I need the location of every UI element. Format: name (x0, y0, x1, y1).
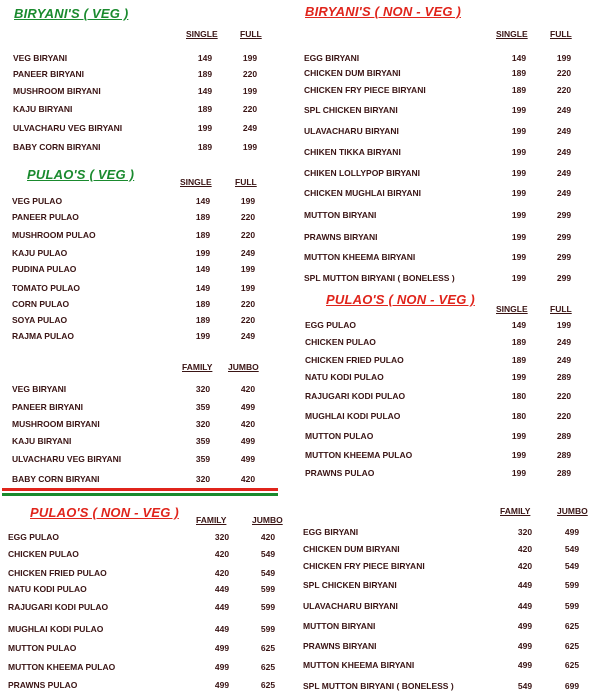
biryani-veg-family-item-price-2: 499 (240, 454, 256, 464)
pulao-nonveg-family-item-price-1: 499 (214, 680, 230, 690)
pulao-nonveg-family-item-price-1: 449 (214, 584, 230, 594)
pulao-nonveg-item-price-2: 249 (556, 337, 572, 347)
pulao-veg-item-price-2: 199 (240, 283, 256, 293)
pulao-nonveg-item-name: NATU KODI PULAO (305, 372, 384, 382)
biryani-nonveg-family-item-price-1: 420 (517, 561, 533, 571)
biryani-nonveg-family-item-name: EGG BIRYANI (303, 527, 359, 537)
biryani-veg-item-name: BABY CORN BIRYANI (13, 142, 101, 152)
biryani-nonveg-family-item-price-2: 599 (564, 580, 580, 590)
biryani-nonveg-item-price-1: 149 (511, 53, 527, 63)
biryani-veg-item-price-1: 189 (197, 104, 213, 114)
biryani-nonveg-family-item-name: SPL MUTTON BIRYANI ( BONELESS ) (303, 681, 454, 691)
biryani-nonveg-family-item-name: SPL CHICKEN BIRYANI (303, 580, 397, 590)
pulao-veg-item-price-1: 189 (195, 230, 211, 240)
pulao-nonveg-family-item-price-2: 549 (260, 568, 276, 578)
pulao-nonveg-family-item-price-2: 599 (260, 584, 276, 594)
pulao-nonveg-item-price-2: 289 (556, 372, 572, 382)
biryani-veg-family-item-name: PANEER BIRYANI (12, 402, 84, 412)
pulao-veg-item-name: KAJU PULAO (12, 248, 68, 258)
biryani-nonveg-item-price-2: 220 (556, 68, 572, 78)
biryani-veg-item-name: VEG BIRYANI (13, 53, 68, 63)
pulao-nonveg-family-item-name: EGG PULAO (8, 532, 60, 542)
pulao-nonveg-family-item-price-1: 420 (214, 568, 230, 578)
divider-green (2, 493, 278, 496)
biryani-veg-family-item-price-2: 499 (240, 436, 256, 446)
pulao-veg-item-price-2: 220 (240, 212, 256, 222)
pulao-veg-item-name: TOMATO PULAO (12, 283, 80, 293)
biryani-nonveg-family-item-price-2: 625 (564, 641, 580, 651)
pulao-nonveg-item-price-1: 199 (511, 450, 527, 460)
pulao-nonveg-title: PULAO'S ( NON - VEG ) (326, 292, 475, 307)
biryani-nonveg-family-col-1-header: FAMILY (500, 506, 531, 516)
biryani-nonveg-family-item-price-1: 320 (517, 527, 533, 537)
biryani-nonveg-item-price-1: 199 (511, 126, 527, 136)
biryani-veg-family-item-price-1: 359 (195, 402, 211, 412)
biryani-nonveg-family-item-price-2: 625 (564, 621, 580, 631)
pulao-nonveg-item-price-2: 199 (556, 320, 572, 330)
pulao-veg-item-price-1: 189 (195, 299, 211, 309)
pulao-nonveg-item-price-1: 180 (511, 411, 527, 421)
pulao-veg-item-price-1: 189 (195, 315, 211, 325)
biryani-nonveg-col-1-header: SINGLE (496, 29, 528, 39)
pulao-veg-item-price-1: 199 (195, 331, 211, 341)
pulao-nonveg-family-item-price-1: 420 (214, 549, 230, 559)
pulao-nonveg-family-col-2-header: JUMBO (252, 515, 283, 525)
pulao-veg-item-name: CORN PULAO (12, 299, 70, 309)
biryani-nonveg-item-name: MUTTON KHEEMA BIRYANI (304, 252, 416, 262)
biryani-nonveg-item-price-1: 199 (511, 273, 527, 283)
pulao-veg-item-price-1: 149 (195, 283, 211, 293)
biryani-nonveg-col-2-header: FULL (550, 29, 572, 39)
biryani-veg-family-item-price-2: 420 (240, 419, 256, 429)
biryani-veg-item-price-2: 220 (242, 69, 258, 79)
biryani-veg-family-item-price-1: 359 (195, 436, 211, 446)
biryani-veg-item-price-1: 189 (197, 142, 213, 152)
biryani-nonveg-item-name: CHICKEN DUM BIRYANI (304, 68, 401, 78)
biryani-nonveg-family-item-name: MUTTON KHEEMA BIRYANI (303, 660, 415, 670)
biryani-nonveg-family-item-price-2: 599 (564, 601, 580, 611)
biryani-nonveg-item-price-2: 199 (556, 53, 572, 63)
pulao-nonveg-family-item-price-2: 625 (260, 680, 276, 690)
biryani-nonveg-item-name: MUTTON BIRYANI (304, 210, 377, 220)
biryani-veg-family-item-name: KAJU BIRYANI (12, 436, 72, 446)
pulao-veg-col-1-header: SINGLE (180, 177, 212, 187)
pulao-veg-item-price-1: 149 (195, 196, 211, 206)
biryani-veg-family-item-name: MUSHROOM BIRYANI (12, 419, 100, 429)
pulao-nonveg-item-price-1: 199 (511, 372, 527, 382)
biryani-nonveg-item-price-1: 189 (511, 68, 527, 78)
pulao-nonveg-item-price-2: 249 (556, 355, 572, 365)
biryani-veg-item-name: ULVACHARU VEG BIRYANI (13, 123, 123, 133)
biryani-nonveg-item-name: CHICKEN FRY PIECE BIRYANI (304, 85, 426, 95)
biryani-veg-item-price-2: 220 (242, 104, 258, 114)
biryani-nonveg-item-price-1: 199 (511, 210, 527, 220)
pulao-nonveg-family-col-1-header: FAMILY (196, 515, 227, 525)
pulao-nonveg-family-item-price-2: 599 (260, 624, 276, 634)
pulao-veg-item-price-2: 199 (240, 196, 256, 206)
pulao-nonveg-family-item-price-2: 625 (260, 643, 276, 653)
pulao-nonveg-family-item-price-1: 499 (214, 643, 230, 653)
pulao-veg-item-name: PUDINA PULAO (12, 264, 77, 274)
pulao-nonveg-family-item-name: MUTTON PULAO (8, 643, 77, 653)
pulao-nonveg-family-item-price-1: 499 (214, 662, 230, 672)
biryani-nonveg-family-item-price-2: 499 (564, 527, 580, 537)
pulao-nonveg-family-item-name: RAJUGARI KODI PULAO (8, 602, 109, 612)
biryani-nonveg-item-price-1: 199 (511, 147, 527, 157)
pulao-veg-item-name: PANEER PULAO (12, 212, 79, 222)
biryani-nonveg-family-item-name: MUTTON BIRYANI (303, 621, 376, 631)
pulao-nonveg-col-1-header: SINGLE (496, 304, 528, 314)
biryani-nonveg-item-price-1: 189 (511, 85, 527, 95)
pulao-veg-col-2-header: FULL (235, 177, 257, 187)
biryani-nonveg-item-price-2: 249 (556, 126, 572, 136)
pulao-nonveg-item-price-1: 180 (511, 391, 527, 401)
biryani-veg-col-2-header: FULL (240, 29, 262, 39)
pulao-nonveg-item-price-2: 220 (556, 411, 572, 421)
biryani-nonveg-family-item-price-1: 449 (517, 601, 533, 611)
biryani-nonveg-family-item-name: PRAWNS BIRYANI (303, 641, 377, 651)
pulao-veg-item-name: VEG PULAO (12, 196, 63, 206)
biryani-nonveg-item-name: CHICKEN MUGHLAI BIRYANI (304, 188, 421, 198)
pulao-nonveg-family-item-name: PRAWNS PULAO (8, 680, 78, 690)
biryani-nonveg-family-item-price-2: 699 (564, 681, 580, 691)
biryani-nonveg-item-name: PRAWNS BIRYANI (304, 232, 378, 242)
biryani-nonveg-item-name: SPL MUTTON BIRYANI ( BONELESS ) (304, 273, 455, 283)
biryani-nonveg-item-price-1: 199 (511, 188, 527, 198)
pulao-nonveg-family-item-name: MUTTON KHEEMA PULAO (8, 662, 116, 672)
biryani-veg-family-item-name: VEG BIRYANI (12, 384, 67, 394)
biryani-veg-family-item-name: BABY CORN BIRYANI (12, 474, 100, 484)
pulao-nonveg-item-price-1: 199 (511, 431, 527, 441)
biryani-veg-item-name: MUSHROOM BIRYANI (13, 86, 101, 96)
biryani-veg-family-item-price-1: 320 (195, 384, 211, 394)
pulao-nonveg-item-price-1: 149 (511, 320, 527, 330)
biryani-veg-item-price-2: 199 (242, 142, 258, 152)
pulao-nonveg-item-price-1: 199 (511, 468, 527, 478)
pulao-nonveg-family-item-name: CHICKEN FRIED PULAO (8, 568, 107, 578)
biryani-nonveg-item-price-1: 199 (511, 105, 527, 115)
pulao-nonveg-family-item-price-2: 420 (260, 532, 276, 542)
pulao-nonveg-col-2-header: FULL (550, 304, 572, 314)
pulao-nonveg-item-price-1: 189 (511, 337, 527, 347)
biryani-veg-family-col-2-header: JUMBO (228, 362, 259, 372)
biryani-nonveg-item-price-2: 249 (556, 168, 572, 178)
pulao-nonveg-family-item-price-1: 449 (214, 602, 230, 612)
biryani-nonveg-family-item-price-1: 549 (517, 681, 533, 691)
biryani-nonveg-title: BIRYANI'S ( NON - VEG ) (305, 4, 461, 19)
biryani-nonveg-item-price-2: 299 (556, 273, 572, 283)
pulao-nonveg-item-price-1: 189 (511, 355, 527, 365)
pulao-veg-item-price-2: 199 (240, 264, 256, 274)
pulao-nonveg-item-name: MUTTON PULAO (305, 431, 374, 441)
pulao-nonveg-family-item-name: CHICKEN PULAO (8, 549, 79, 559)
biryani-veg-family-item-price-1: 320 (195, 474, 211, 484)
biryani-veg-item-price-1: 149 (197, 86, 213, 96)
pulao-veg-title: PULAO'S ( VEG ) (27, 167, 135, 182)
pulao-nonveg-item-name: RAJUGARI KODI PULAO (305, 391, 406, 401)
pulao-veg-item-price-1: 189 (195, 212, 211, 222)
biryani-veg-family-item-price-2: 420 (240, 474, 256, 484)
biryani-nonveg-item-price-2: 249 (556, 147, 572, 157)
biryani-nonveg-item-price-1: 199 (511, 168, 527, 178)
pulao-nonveg-family-item-price-2: 549 (260, 549, 276, 559)
biryani-nonveg-family-item-price-2: 625 (564, 660, 580, 670)
biryani-nonveg-family-item-name: CHICKEN DUM BIRYANI (303, 544, 400, 554)
biryani-veg-item-price-1: 189 (197, 69, 213, 79)
biryani-nonveg-item-price-2: 299 (556, 252, 572, 262)
biryani-nonveg-item-price-2: 220 (556, 85, 572, 95)
pulao-nonveg-family-item-name: NATU KODI PULAO (8, 584, 87, 594)
biryani-nonveg-family-item-price-1: 499 (517, 641, 533, 651)
pulao-nonveg-item-name: CHICKEN PULAO (305, 337, 376, 347)
pulao-nonveg-item-price-2: 289 (556, 450, 572, 460)
pulao-nonveg-item-name: PRAWNS PULAO (305, 468, 375, 478)
biryani-veg-item-name: KAJU BIRYANI (13, 104, 73, 114)
biryani-nonveg-family-item-name: ULAVACHARU BIRYANI (303, 601, 398, 611)
biryani-nonveg-item-price-2: 299 (556, 232, 572, 242)
biryani-veg-item-price-2: 199 (242, 53, 258, 63)
pulao-veg-item-price-2: 249 (240, 248, 256, 258)
pulao-veg-item-name: MUSHROOM PULAO (12, 230, 96, 240)
pulao-nonveg-item-price-2: 289 (556, 431, 572, 441)
biryani-nonveg-family-col-2-header: JUMBO (557, 506, 588, 516)
pulao-veg-item-name: RAJMA PULAO (12, 331, 75, 341)
biryani-veg-item-price-1: 199 (197, 123, 213, 133)
biryani-nonveg-item-name: CHIKEN TIKKA BIRYANI (304, 147, 401, 157)
pulao-nonveg-family-item-name: MUGHLAI KODI PULAO (8, 624, 104, 634)
biryani-veg-item-name: PANEER BIRYANI (13, 69, 85, 79)
pulao-veg-item-price-2: 220 (240, 230, 256, 240)
biryani-nonveg-item-name: SPL CHICKEN BIRYANI (304, 105, 398, 115)
biryani-veg-title: BIRYANI'S ( VEG ) (14, 6, 129, 21)
biryani-veg-family-item-price-1: 320 (195, 419, 211, 429)
pulao-nonveg-family-item-price-2: 625 (260, 662, 276, 672)
biryani-nonveg-family-item-price-2: 549 (564, 544, 580, 554)
pulao-nonveg-item-name: EGG PULAO (305, 320, 357, 330)
pulao-veg-item-price-2: 220 (240, 315, 256, 325)
pulao-nonveg-family-item-price-1: 320 (214, 532, 230, 542)
biryani-nonveg-item-price-2: 249 (556, 105, 572, 115)
biryani-veg-family-item-price-1: 359 (195, 454, 211, 464)
biryani-nonveg-item-price-1: 199 (511, 252, 527, 262)
biryani-nonveg-item-name: CHIKEN LOLLYPOP BIRYANI (304, 168, 421, 178)
pulao-nonveg-family-item-price-2: 599 (260, 602, 276, 612)
pulao-veg-item-name: SOYA PULAO (12, 315, 68, 325)
biryani-nonveg-family-item-price-1: 449 (517, 580, 533, 590)
pulao-veg-item-price-1: 149 (195, 264, 211, 274)
biryani-nonveg-family-item-price-1: 420 (517, 544, 533, 554)
biryani-nonveg-family-item-price-1: 499 (517, 621, 533, 631)
pulao-nonveg-item-name: MUTTON KHEEMA PULAO (305, 450, 413, 460)
pulao-nonveg-item-price-2: 289 (556, 468, 572, 478)
biryani-veg-family-item-price-2: 420 (240, 384, 256, 394)
biryani-nonveg-item-name: ULAVACHARU BIRYANI (304, 126, 399, 136)
pulao-nonveg-family-item-price-1: 449 (214, 624, 230, 634)
biryani-veg-family-item-name: ULVACHARU VEG BIRYANI (12, 454, 122, 464)
biryani-nonveg-family-item-price-2: 549 (564, 561, 580, 571)
biryani-nonveg-item-price-1: 199 (511, 232, 527, 242)
biryani-nonveg-item-price-2: 249 (556, 188, 572, 198)
pulao-nonveg-item-name: MUGHLAI KODI PULAO (305, 411, 401, 421)
biryani-veg-family-item-price-2: 499 (240, 402, 256, 412)
biryani-veg-item-price-2: 249 (242, 123, 258, 133)
biryani-nonveg-item-name: EGG BIRYANI (304, 53, 360, 63)
pulao-veg-item-price-2: 249 (240, 331, 256, 341)
pulao-nonveg-family-title: PULAO'S ( NON - VEG ) (30, 505, 179, 520)
pulao-veg-item-price-1: 199 (195, 248, 211, 258)
biryani-veg-family-col-1-header: FAMILY (182, 362, 213, 372)
biryani-veg-col-1-header: SINGLE (186, 29, 218, 39)
pulao-veg-item-price-2: 220 (240, 299, 256, 309)
biryani-nonveg-item-price-2: 299 (556, 210, 572, 220)
biryani-nonveg-family-item-price-1: 499 (517, 660, 533, 670)
pulao-nonveg-item-price-2: 220 (556, 391, 572, 401)
biryani-nonveg-family-item-name: CHICKEN FRY PIECE BIRYANI (303, 561, 425, 571)
biryani-veg-item-price-1: 149 (197, 53, 213, 63)
pulao-nonveg-item-name: CHICKEN FRIED PULAO (305, 355, 404, 365)
biryani-veg-item-price-2: 199 (242, 86, 258, 96)
